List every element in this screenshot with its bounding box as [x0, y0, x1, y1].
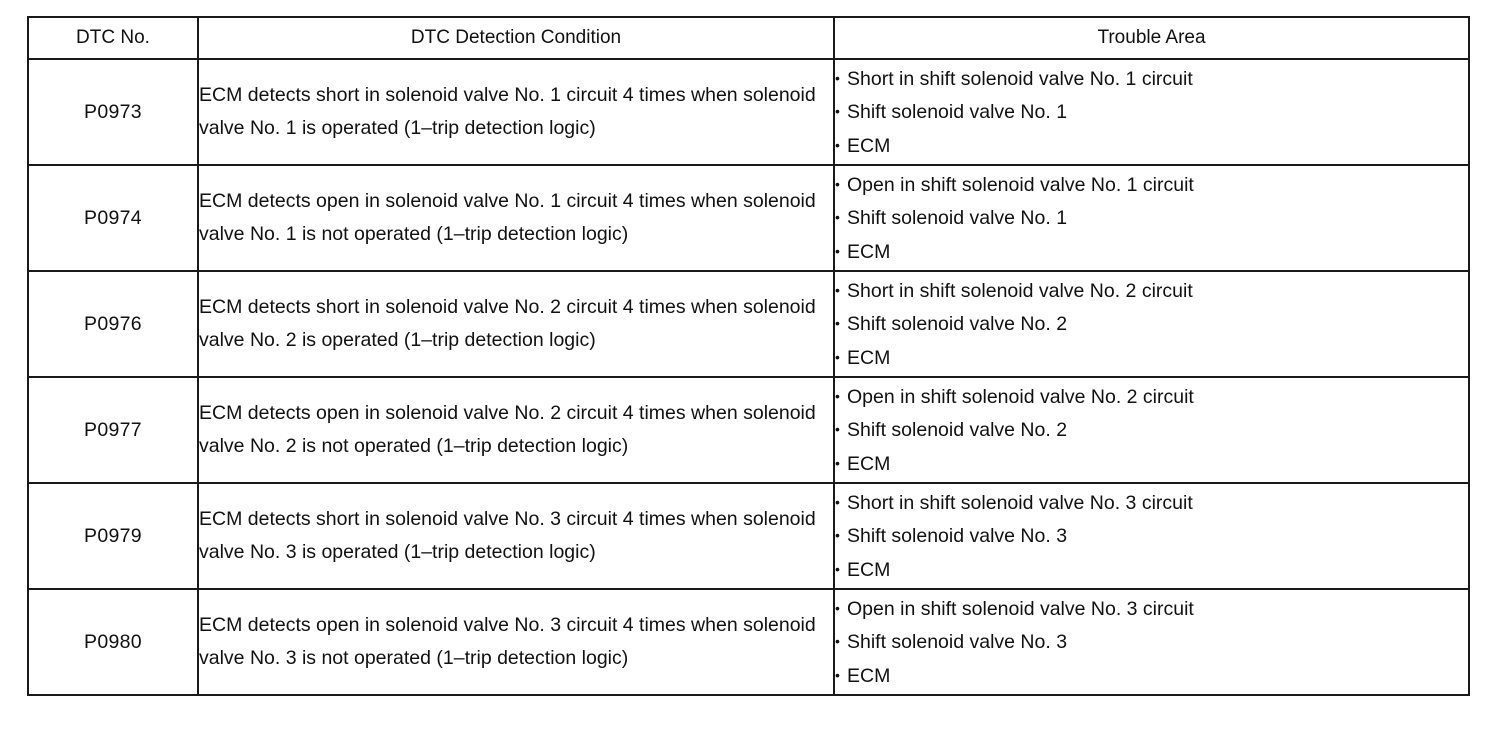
list-item	[835, 235, 1468, 269]
trouble-area-item: Short in shift solenoid valve No. 2 circuit	[847, 279, 1193, 302]
trouble-area-item: Shift solenoid valve No. 1	[847, 101, 1068, 124]
trouble-area-list	[835, 592, 1468, 693]
list-item	[835, 201, 1468, 235]
trouble-area-cell	[834, 483, 1469, 589]
dtc-code: P0979	[28, 483, 198, 589]
dtc-code: P0977	[28, 377, 198, 483]
list-item	[835, 168, 1468, 202]
trouble-area-item: Shift solenoid valve No. 2	[847, 419, 1068, 442]
bullet-icon: •	[835, 103, 840, 120]
bullet-icon: •	[835, 387, 840, 404]
trouble-area-item: ECM	[847, 346, 891, 369]
bullet-icon: •	[835, 599, 840, 616]
bullet-icon: •	[835, 175, 840, 192]
list-item	[835, 592, 1468, 626]
bullet-icon: •	[835, 527, 840, 544]
trouble-area-item: Open in shift solenoid valve No. 3 circuit	[847, 597, 1194, 620]
trouble-area-item: Open in shift solenoid valve No. 2 circuit	[847, 385, 1194, 408]
bullet-icon: •	[835, 421, 840, 438]
trouble-area-item: Short in shift solenoid valve No. 1 circuit	[847, 67, 1193, 90]
list-item	[835, 519, 1468, 553]
bullet-icon: •	[835, 633, 840, 650]
trouble-area-item: ECM	[847, 452, 891, 475]
list-item	[835, 553, 1468, 587]
list-item	[835, 413, 1468, 447]
dtc-code: P0973	[28, 59, 198, 165]
bullet-icon: •	[835, 666, 840, 683]
bullet-icon: •	[835, 242, 840, 259]
trouble-area-cell	[834, 377, 1469, 483]
header-dtc-no: DTC No.	[28, 17, 198, 59]
bullet-icon: •	[835, 281, 840, 298]
table-row	[28, 59, 1469, 165]
table-row	[28, 165, 1469, 271]
list-item	[835, 341, 1468, 375]
list-item	[835, 659, 1468, 693]
trouble-area-cell	[834, 271, 1469, 377]
detection-condition: ECM detects short in solenoid valve No. 2 circuit 4 times when solenoid valve No. 2 is operated (1–trip detection logic)	[198, 271, 834, 377]
trouble-area-cell	[834, 59, 1469, 165]
trouble-area-item: Shift solenoid valve No. 3	[847, 631, 1068, 654]
trouble-area-list	[835, 62, 1468, 163]
table-body	[28, 59, 1469, 695]
trouble-area-item: Shift solenoid valve No. 1	[847, 207, 1068, 230]
detection-condition: ECM detects open in solenoid valve No. 1 circuit 4 times when solenoid valve No. 1 is not operated (1–trip detection logic)	[198, 165, 834, 271]
dtc-code: P0976	[28, 271, 198, 377]
bullet-icon: •	[835, 69, 840, 86]
detection-condition: ECM detects short in solenoid valve No. 3 circuit 4 times when solenoid valve No. 3 is operated (1–trip detection logic)	[198, 483, 834, 589]
header-row	[28, 17, 1469, 59]
list-item	[835, 307, 1468, 341]
bullet-icon: •	[835, 315, 840, 332]
detection-condition: ECM detects open in solenoid valve No. 2 circuit 4 times when solenoid valve No. 2 is not operated (1–trip detection logic)	[198, 377, 834, 483]
bullet-icon: •	[835, 209, 840, 226]
bullet-icon: •	[835, 493, 840, 510]
table-row	[28, 377, 1469, 483]
trouble-area-list	[835, 380, 1468, 481]
trouble-area-item: Shift solenoid valve No. 2	[847, 313, 1068, 336]
header-detection-condition: DTC Detection Condition	[198, 17, 834, 59]
bullet-icon: •	[835, 560, 840, 577]
dtc-code: P0980	[28, 589, 198, 695]
trouble-area-item: Shift solenoid valve No. 3	[847, 525, 1068, 548]
list-item	[835, 447, 1468, 481]
trouble-area-list	[835, 168, 1468, 269]
list-item	[835, 486, 1468, 520]
trouble-area-cell	[834, 589, 1469, 695]
trouble-area-item: Short in shift solenoid valve No. 3 circuit	[847, 491, 1193, 514]
list-item	[835, 62, 1468, 96]
dtc-code: P0974	[28, 165, 198, 271]
trouble-area-cell	[834, 165, 1469, 271]
detection-condition: ECM detects short in solenoid valve No. 1 circuit 4 times when solenoid valve No. 1 is operated (1–trip detection logic)	[198, 59, 834, 165]
trouble-area-list	[835, 486, 1468, 587]
trouble-area-item: ECM	[847, 664, 891, 687]
trouble-area-item: ECM	[847, 558, 891, 581]
bullet-icon: •	[835, 136, 840, 153]
dtc-table	[27, 16, 1470, 696]
trouble-area-list	[835, 274, 1468, 375]
list-item	[835, 380, 1468, 414]
list-item	[835, 129, 1468, 163]
trouble-area-item: Open in shift solenoid valve No. 1 circuit	[847, 173, 1194, 196]
table-row	[28, 271, 1469, 377]
detection-condition: ECM detects open in solenoid valve No. 3 circuit 4 times when solenoid valve No. 3 is not operated (1–trip detection logic)	[198, 589, 834, 695]
bullet-icon: •	[835, 454, 840, 471]
trouble-area-item: ECM	[847, 134, 891, 157]
table-row	[28, 589, 1469, 695]
bullet-icon: •	[835, 348, 840, 365]
header-trouble-area: Trouble Area	[834, 17, 1469, 59]
table-row	[28, 483, 1469, 589]
list-item	[835, 95, 1468, 129]
list-item	[835, 625, 1468, 659]
trouble-area-item: ECM	[847, 240, 891, 263]
list-item	[835, 274, 1468, 308]
